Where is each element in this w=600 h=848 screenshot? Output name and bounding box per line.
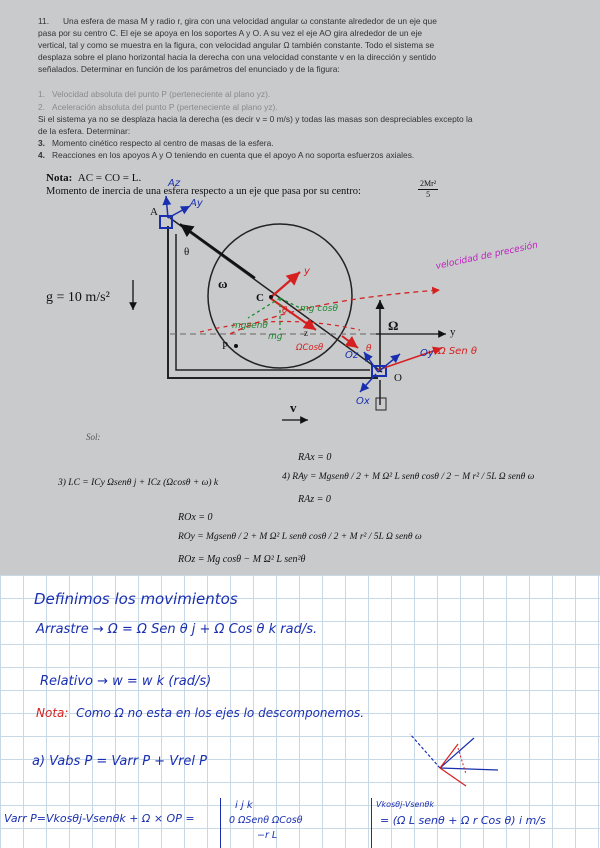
label-C: C: [256, 292, 264, 304]
eq-L: 3) LC = ICy Ωsenθ j + ICz (Ωcosθ + ω) k: [58, 478, 219, 488]
label-mg: mg: [268, 332, 283, 342]
eq-Raz: RAz = 0: [298, 494, 331, 505]
label-precesion: velocidad de precesión: [434, 240, 539, 272]
label-omega: ω: [218, 276, 228, 291]
moment-inertia-line: Momento de inercia de una esfera respecto a un eje que pasa por su centro:: [46, 186, 361, 197]
inertia-fraction: 2Mr² 5: [420, 179, 437, 199]
label-z: z: [304, 328, 308, 338]
notes-arrastre: Arrastre → Ω = Ω Sen θ j + Ω Cos θ k rad/s.: [36, 622, 318, 637]
label-v: v: [290, 400, 297, 415]
problem-line-3: vertical, tal y como se muestra en la figura, con velocidad angular Ω también constante. Todo el sistema se: [38, 40, 435, 50]
notes-small: Vkosθj-Vsenθk: [376, 800, 435, 809]
problem-item-4: 4. Reacciones en los apoyos A y O teniendo en cuenta que el apoyo A no soporta esfuerzos axiales.: [38, 150, 415, 160]
eq-Ray: 4) RAy = Mgsenθ / 2 + M Ω² L senθ cosθ / 2 − M r² / 5L Ω senθ ω: [282, 472, 535, 482]
problem-line-6: Si el sistema ya no se desplaza hacia la derecha (es decir v = 0 m/s) y todas las masas son despreciables excepto la: [38, 114, 473, 124]
label-Omega: Ω: [388, 318, 399, 333]
eq-Roz: ROz = Mg cosθ − M Ω² L sen²θ: [178, 554, 306, 565]
problem-line-1: 11. Una esfera de masa M y radio r, gira con una velocidad angular ω constante alrededor de un eje que: [38, 16, 437, 26]
label-Ay: Ay: [190, 198, 203, 209]
notes-varr: Varr P=Vkosθj-Vsenθk + Ω × OP =: [4, 812, 195, 825]
label-theta-3: θ: [366, 344, 372, 354]
label-y-hand: y: [304, 266, 310, 277]
label-Ox: Ox: [356, 396, 370, 407]
sol-label: Sol:: [86, 432, 101, 442]
det-row-1: i j k: [235, 800, 253, 811]
problem-item-2: 2. Aceleración absoluta del punto P (perteneciente al plano yz).: [38, 102, 278, 112]
sphere: [208, 224, 352, 368]
label-Oz: Oz: [345, 350, 359, 361]
det-row-3: −r L: [257, 830, 278, 841]
notes-result: = (Ω L senθ + Ω r Cos θ) i m/s: [380, 814, 546, 827]
axis-AO: [170, 218, 382, 372]
label-mgsen: mgsenθ: [232, 321, 268, 331]
notes-vabs: a) Vabs P = Varr P + Vrel P: [32, 754, 208, 769]
problem-item-3: 3. Momento cinético respecto al centro de masas de la esfera.: [38, 138, 274, 148]
gravity-label: g = 10 m/s²: [46, 290, 110, 305]
det-row-2: 0 ΩSenθ ΩCosθ: [229, 815, 303, 826]
notes-heading: Definimos los movimientos: [34, 590, 238, 608]
problem-line-2: pasa por su centro C. El eje se apoya en los soportes A y O. A su vez el eje AO gira alrededor de un eje: [38, 28, 423, 38]
notes-relativo: Relativo → w = w k (rad/s): [40, 674, 212, 689]
problem-line-7: de la esfera. Determinar:: [38, 126, 131, 136]
notes-nota: Nota: Como Ω no esta en los ejes lo descomponemos.: [36, 706, 365, 720]
label-A: A: [150, 206, 158, 218]
problem-line-5: señalados. Determinar en función de los parámetros del enunciado y de la figura:: [38, 64, 340, 74]
label-omega-sen: Ω Sen θ: [438, 346, 477, 357]
label-Az: Az: [168, 178, 181, 189]
nota-line: Nota: AC = CO = L.: [46, 172, 142, 184]
problem-item-1: 1. Velocidad absoluta del punto P (perteneciente al plano yz).: [38, 89, 271, 99]
eq-Rox: ROx = 0: [178, 512, 213, 523]
label-theta: θ: [184, 246, 190, 258]
label-Oy: Oy: [420, 348, 434, 359]
determinant: [220, 798, 372, 848]
label-omega-cos: ΩCosθ: [296, 343, 324, 353]
label-mgcos: mg cosθ: [300, 304, 338, 314]
sketch-vectors: [400, 724, 510, 794]
label-O: O: [394, 372, 402, 384]
label-P: P: [222, 340, 229, 352]
eq-Rax: RAx = 0: [298, 452, 332, 463]
label-theta-2: θ: [282, 306, 288, 316]
problem-line-4: desplaza sobre el plano horizontal hacia la derecha con una velocidad constante v en la dirección y sentido: [38, 52, 437, 62]
label-y: y: [450, 326, 456, 338]
eq-Roy: ROy = Mgsenθ / 2 + M Ω² L senθ cosθ / 2 + M r² / 5L Ω senθ ω: [178, 532, 422, 542]
